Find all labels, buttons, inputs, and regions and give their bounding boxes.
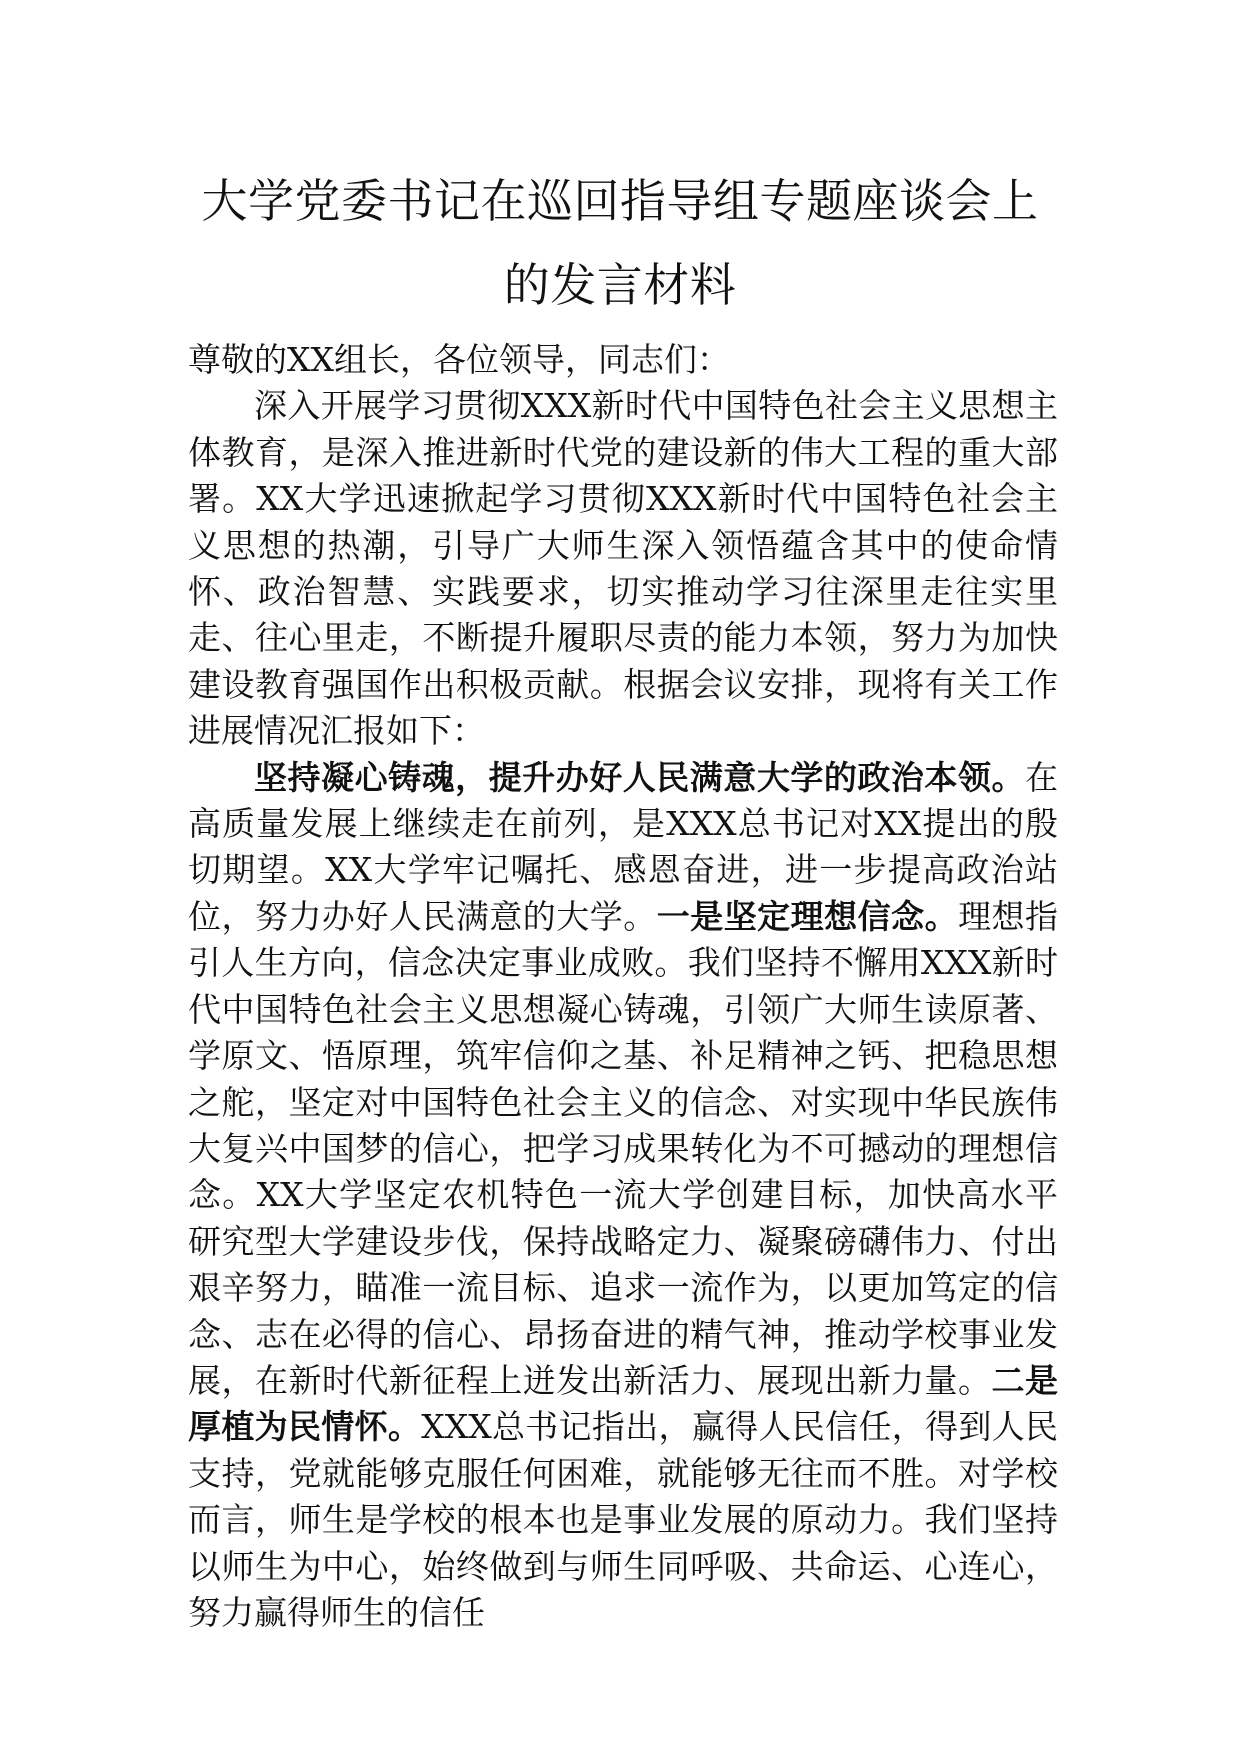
document-title-line-2: 的发言材料 <box>503 258 737 312</box>
point-1-heading: 一是坚定理想信念。 <box>656 896 959 936</box>
section-1-paragraph <box>188 755 1058 1637</box>
section-1-heading: 坚持凝心铸魂，提升办好人民满意大学的政治本领。 <box>254 757 1025 797</box>
point-1-text: 理想指引人生方向，信念决定事业成败。我们坚持不懈用XXX新时代中国特色社会主义思想凝心铸魂，引领广大师生读原著、学原文、悟原理，筑牢信仰之基、补足精神之钙、把稳思想之舵，坚定对中国特色社会主义的信念、对实现中华民族伟大复兴中国梦的信心，把学习成果转化为不可撼动的理想信念。XX大学坚定农机特色一流大学创建目标，加快高水平研究型大学建设步伐，保持战略定力、凝聚磅礴伟力、付出艰辛努力，瞄准一流目标、追求一流作为，以更加笃定的信念、志在必得的信心、昂扬奋进的精气神，推动学校事业发展，在新时代新征程上迸发出新活力、展现出新力量。 <box>188 896 1059 1400</box>
intro-paragraph: 深入开展学习贯彻XXX新时代中国特色社会主义思想主体教育，是深入推进新时代党的建设新的伟大工程的重大部署。XX大学迅速掀起学习贯彻XXX新时代中国特色社会主义思想的热潮，引导广大师生深入领悟蕴含其中的使命情怀、政治智慧、实践要求，切实推动学习往深里走往实里走、往心里走，不断提升履职尽责的能力本领，努力为加快建设教育强国作出积极贡献。根据会议安排，现将有关工作进展情况汇报如下： <box>188 386 1058 751</box>
salutation: 尊敬的XX组长，各位领导，同志们： <box>188 340 730 379</box>
document-body <box>188 337 1058 1636</box>
point-2-text: XXX总书记指出，赢得人民信任，得到人民支持，党就能够克服任何困难，就能够无往而不胜。对学校而言，师生是学校的根本也是事业发展的原动力。我们坚持以师生为中心，始终做到与师生同呼吸、共命运、心连心，努力赢得师生的信任 <box>188 1407 1059 1632</box>
section-1-text: 在高质量发展上继续走在前列，是XXX总书记对XX提出的殷切期望。XX大学牢记嘱托、感恩奋进，进一步提高政治站位，努力办好人民满意的大学。 <box>188 757 1058 936</box>
point-2-heading: 二是厚植为民情怀。 <box>188 1360 1059 1447</box>
document-title-line-1: 大学党委书记在巡回指导组专题座谈会上 <box>201 174 1039 228</box>
